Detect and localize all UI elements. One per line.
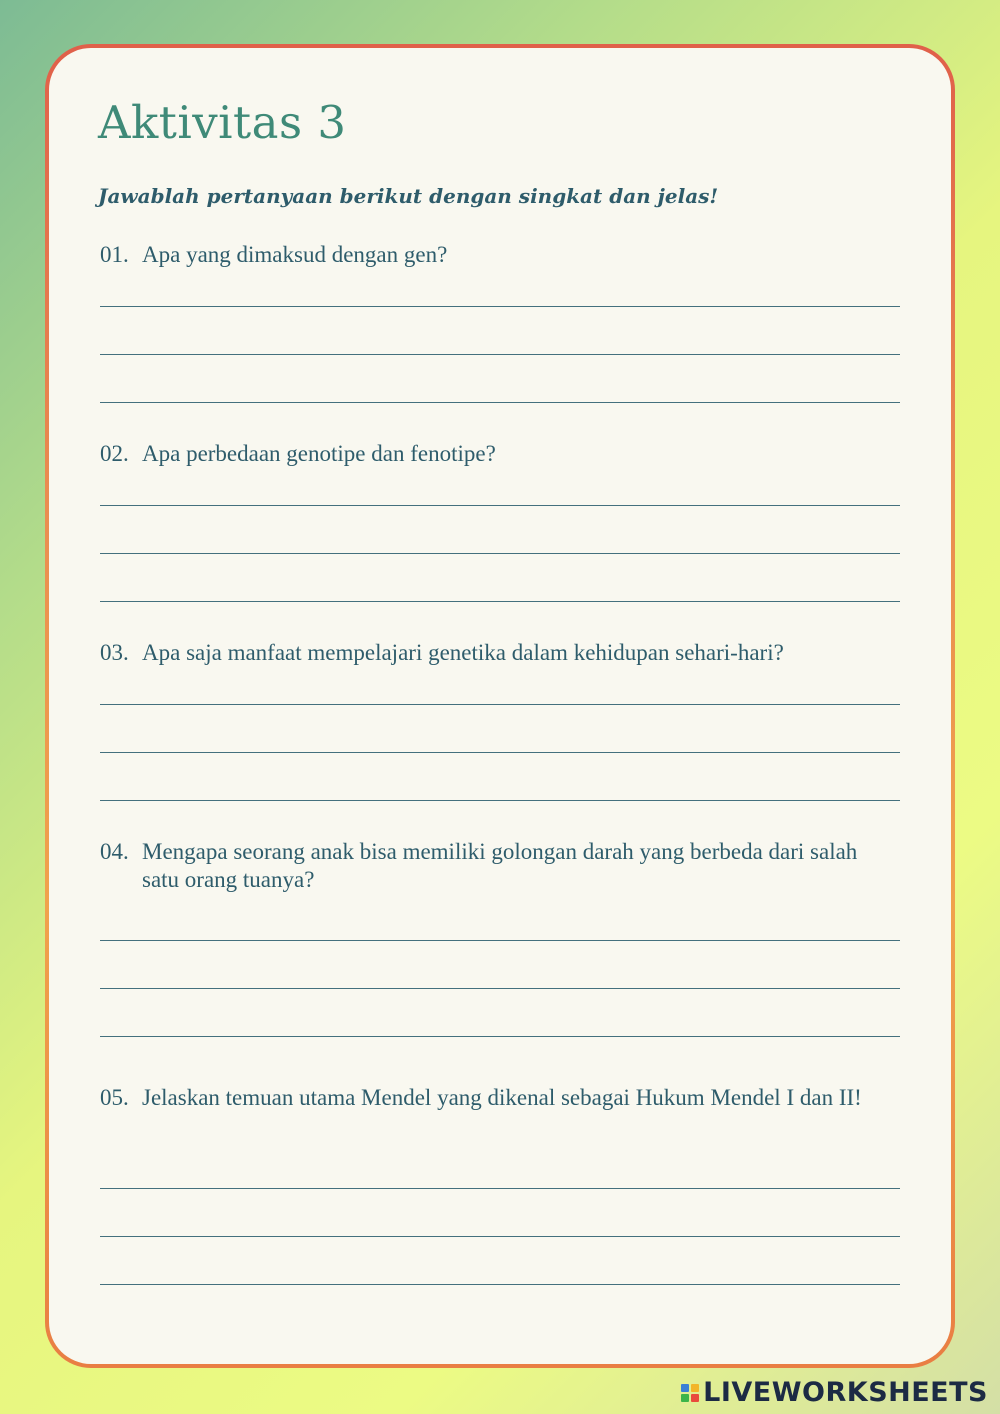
answer-line[interactable] bbox=[100, 752, 900, 753]
question-5 bbox=[100, 1084, 900, 1112]
liveworksheets-logo-icon bbox=[681, 1384, 699, 1402]
answer-line[interactable] bbox=[100, 601, 900, 602]
question-number: 01. bbox=[100, 242, 129, 267]
question-2 bbox=[100, 440, 900, 468]
question-text: Apa yang dimaksud dengan gen? bbox=[142, 242, 448, 267]
instruction-text: Jawablah pertanyaan berikut dengan singkat dan jelas! bbox=[98, 184, 719, 208]
answer-line[interactable] bbox=[100, 704, 900, 705]
question-text: Apa perbedaan genotipe dan fenotipe? bbox=[142, 441, 496, 466]
question-1 bbox=[100, 241, 900, 269]
answer-line[interactable] bbox=[100, 1236, 900, 1237]
answer-line[interactable] bbox=[100, 402, 900, 403]
answer-line[interactable] bbox=[100, 1188, 900, 1189]
question-text: Apa saja manfaat mempelajari genetika dalam kehidupan sehari-hari? bbox=[142, 640, 784, 665]
liveworksheets-watermark bbox=[681, 1377, 988, 1408]
answer-line[interactable] bbox=[100, 505, 900, 506]
answer-line[interactable] bbox=[100, 988, 900, 989]
answer-line[interactable] bbox=[100, 553, 900, 554]
answer-line[interactable] bbox=[100, 1036, 900, 1037]
question-4 bbox=[100, 838, 900, 894]
answer-line[interactable] bbox=[100, 800, 900, 801]
question-text: Mengapa seorang anak bisa memiliki golongan darah yang berbeda dari salah satu orang tuanya? bbox=[142, 839, 858, 892]
answer-line[interactable] bbox=[100, 354, 900, 355]
question-number: 04. bbox=[100, 839, 129, 864]
watermark-text: LIVEWORKSHEETS bbox=[703, 1377, 988, 1408]
question-text: Jelaskan temuan utama Mendel yang dikenal sebagai Hukum Mendel I dan II! bbox=[142, 1085, 862, 1110]
question-number: 05. bbox=[100, 1085, 129, 1110]
question-number: 02. bbox=[100, 441, 129, 466]
page-title: Aktivitas 3 bbox=[98, 96, 347, 149]
question-number: 03. bbox=[100, 640, 129, 665]
question-3 bbox=[100, 639, 900, 667]
answer-line[interactable] bbox=[100, 306, 900, 307]
answer-line[interactable] bbox=[100, 1284, 900, 1285]
answer-line[interactable] bbox=[100, 940, 900, 941]
